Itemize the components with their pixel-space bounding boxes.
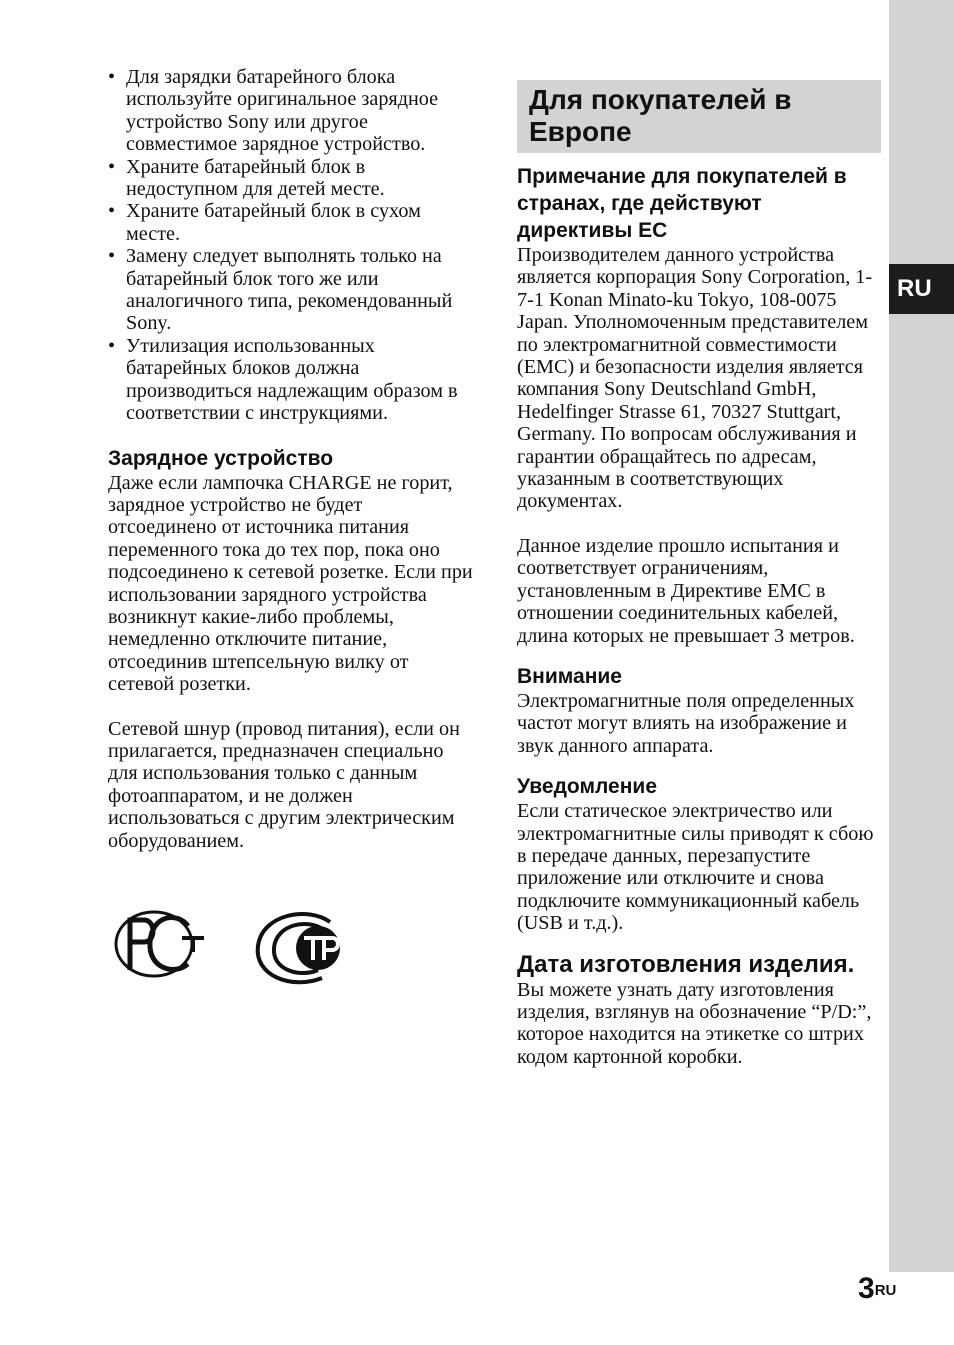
bullet-text: Для зарядки батарейного блока используйте оригинальное зарядное устройство Sony или другое совместимое зарядное устройство. bbox=[126, 66, 439, 156]
bullet-text: Храните батарейный блок в недоступном для детей месте. bbox=[126, 155, 385, 201]
list-item: • Для зарядки батарейного блока используйте оригинальное зарядное устройство Sony или другое совместимое зарядное устройство. bbox=[108, 66, 439, 156]
language-tab: RU bbox=[889, 264, 954, 314]
list-item: • Замену следует выполнять только на батарейный блок того же или аналогичного типа, рекомендованный Sony. bbox=[108, 245, 453, 335]
bullet-text: Храните батарейный блок в сухом месте. bbox=[126, 200, 421, 245]
list-item: • Утилизация использованных батарейных блоков должна производиться надлежащим образом в соответствии с инструкциями. bbox=[108, 334, 458, 425]
attention-paragraph: Электромагнитные поля определенных частот могут влиять на изображение и звук данного аппарата. bbox=[517, 689, 855, 757]
eu-note-paragraph-2: Данное изделие прошло испытания и соответствует ограничениям, установленным в Директиве EMC в отношении соединительных кабелей, длина которых не превышает 3 метров. bbox=[517, 534, 855, 647]
pct-certification-mark-icon bbox=[116, 912, 204, 976]
bullet-text: Утилизация использованных батарейных блоков должна производиться надлежащим образом в соответствии с инструкциями. bbox=[126, 334, 458, 425]
page-number-suffix: RU bbox=[874, 1282, 897, 1299]
left-column bbox=[108, 66, 473, 852]
charger-heading: Зарядное устройство bbox=[108, 446, 334, 470]
certification-marks-svg bbox=[112, 908, 362, 988]
manufacture-date-heading: Дата изготовления изделия. bbox=[517, 950, 855, 978]
list-item: • Храните батарейный блок в недоступном для детей месте. bbox=[108, 155, 385, 201]
gost-tr-certification-mark-icon bbox=[258, 914, 340, 982]
side-strip bbox=[889, 0, 954, 1272]
charger-paragraph-2: Сетевой шнур (провод питания), если он прилагается, предназначен специально для использования только с данным фотоаппаратом, и не должен использоваться с другим электрическим оборудованием. bbox=[108, 717, 460, 852]
eu-note-heading: Примечание для покупателей в странах, где действуют директивы ЕС bbox=[517, 165, 847, 242]
certification-logos bbox=[112, 908, 362, 993]
notice-heading: Уведомление bbox=[517, 775, 658, 799]
eu-note-paragraph-1: Производителем данного устройства является корпорация Sony Corporation, 1-7-1 Konan Minato-ku Tokyo, 108-0075 Japan. Уполномоченным представителем по электромагнитной совместимости (EMC) и безопасности изделия является компания Sony Deutschland GmbH, Hedelfinger Strasse 61, 70327 Stuttgart, Germany. По вопросам обслуживания и гарантии обращайтесь по адресам, указанным в соответствующих документах. bbox=[517, 244, 873, 513]
bullet-text: Замену следует выполнять только на батарейный блок того же или аналогичного типа, рекомендованный Sony. bbox=[126, 245, 453, 335]
page-number bbox=[858, 1272, 896, 1306]
attention-heading: Внимание bbox=[517, 664, 622, 688]
manufacture-date-paragraph: Вы можете узнать дату изготовления изделия, взглянув на обозначение “P/D:”, которое находится на этикетке со штрих кодом картонной коробки. bbox=[517, 978, 872, 1068]
notice-paragraph: Если статическое электричество или электромагнитные силы приводят к сбою в передаче данных, перезапустите приложение или отключите и снова подключите коммуникационный кабель (USB и т.д.). bbox=[517, 800, 874, 935]
europe-banner: Для покупателей в Европе bbox=[517, 80, 881, 153]
right-column bbox=[517, 80, 881, 1068]
charger-paragraph-1: Даже если лампочка CHARGE не горит, зарядное устройство не будет отсоединено от источника питания переменного тока до тех пор, пока оно подсоединено к сетевой розетке. Если при использовании зарядного устройства возникнут какие-либо проблемы, немедленно отключите питание, отсоединив штепсельную вилку от сетевой розетки. bbox=[108, 471, 473, 696]
list-item: • Храните батарейный блок в сухом месте. bbox=[108, 200, 421, 245]
battery-bullet-list bbox=[108, 66, 473, 425]
page-number-digit: 3 bbox=[858, 1272, 875, 1305]
